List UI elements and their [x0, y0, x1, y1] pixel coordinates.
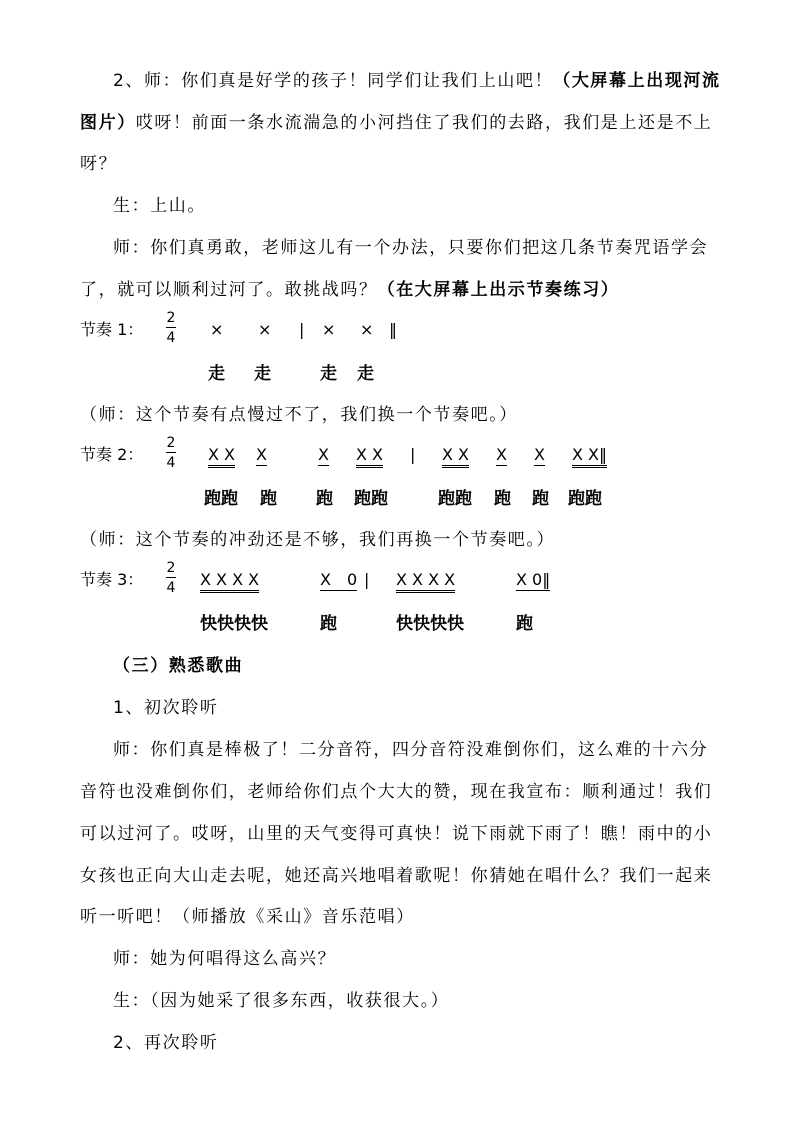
paragraph-3-line-2: 音符也没难倒你们，老师给你们点个大大的赞，现在我宣布：顺利通过！我们	[80, 782, 713, 802]
text: 了，就可以顺利过河了。敢挑战吗？	[80, 280, 378, 300]
paragraph-1-line-2	[80, 111, 712, 135]
student-reply-2: 生：（因为她采了很多东西，收获很大。）	[113, 991, 450, 1011]
rhythm-2-beat	[256, 445, 267, 465]
eighth-note: X	[256, 445, 267, 464]
rhythm-2-word: 跑跑	[438, 489, 472, 509]
teacher-question: 师：她为何唱得这么高兴？	[113, 949, 337, 969]
paragraph-3-line-1: 师：你们真是棒极了！二分音符，四分音符没难倒你们，这么难的十六分	[113, 740, 709, 760]
rhythm-2-beat	[208, 445, 235, 465]
rhythm-1-note: ×	[360, 320, 374, 339]
rhythm-2-beat	[356, 445, 383, 465]
sixteenth-group: X X X X	[396, 570, 455, 593]
rhythm-1-barline: |	[299, 320, 305, 339]
rhythm-2-label: 节奏 2：	[80, 445, 144, 464]
rhythm-2-word: 跑	[316, 489, 333, 509]
rhythm-1-word: 走	[208, 364, 225, 384]
section-heading: （三）熟悉歌曲	[113, 656, 244, 676]
sixteenth-pair: X X	[356, 445, 383, 468]
time-signature-top: 2	[166, 310, 176, 326]
rhythm-1-word: 走	[357, 364, 374, 384]
rhythm-2-word: 跑跑	[204, 489, 238, 509]
rhythm-2-beat	[534, 445, 545, 465]
rhythm-2-word: 跑	[260, 489, 277, 509]
paragraph-3-line-3: 可以过河了。哎呀，山里的天气变得可真快！说下雨就下雨了！瞧！雨中的小	[80, 824, 713, 844]
rhythm-2-beat	[496, 445, 507, 465]
rhythm-3-label: 节奏 3：	[80, 570, 144, 589]
student-reply-1: 生：上山。	[113, 196, 206, 216]
eighth-note-rest: X 0	[320, 570, 358, 589]
text: 2、师：你们真是好学的孩子！同学们让我们上山吧！	[113, 71, 554, 91]
rhythm-2-word: 跑跑	[568, 489, 602, 509]
time-signature-top: 2	[166, 435, 176, 451]
rhythm-3-beat	[320, 570, 357, 590]
rhythm-2-word: 跑	[532, 489, 549, 509]
rhythm-2-word: 跑跑	[354, 489, 388, 509]
eighth-note: X	[534, 445, 545, 464]
paragraph-3-line-4: 女孩也正向大山走去呢，她还高兴地唱着歌呢！你猜她在唱什么？我们一起来	[80, 866, 713, 886]
rhythm-2-beat	[572, 445, 607, 465]
rhythm-1-note: ×	[210, 320, 224, 339]
rhythm-2-word: 跑	[494, 489, 511, 509]
text: 哎呀！前面一条水流湍急的小河挡住了我们的去路，我们是上还是不上	[135, 113, 713, 133]
rhythm-3-beat	[516, 570, 550, 590]
bold-text: （在大屏幕上出示节奏练习）	[377, 280, 620, 300]
sixteenth-pair: X X	[442, 445, 469, 468]
eighth-note: X	[496, 445, 507, 464]
bold-text: 图片）	[80, 113, 136, 133]
time-signature-bottom: 4	[166, 455, 176, 471]
rhythm-3-word: 快快快快	[200, 614, 268, 634]
rhythm-1-word: 走	[320, 364, 337, 384]
rhythm-3-word: 跑	[516, 614, 533, 634]
rhythm-1-word: 走	[254, 364, 271, 384]
time-signature-line	[166, 577, 176, 578]
paragraph-2-line-2	[80, 278, 619, 302]
rhythm-3-word: 快快快快	[396, 614, 464, 634]
rhythm-3-barline: |	[364, 570, 370, 589]
rhythm-2-beat	[442, 445, 469, 465]
rhythm-1-end-barline: ‖	[389, 320, 397, 339]
paragraph-2-line-1: 师：你们真勇敢，老师这儿有一个办法，只要你们把这几条节奏咒语学会	[113, 238, 709, 258]
step-heading: 2、再次聆听	[113, 1033, 219, 1053]
rhythm-1-label: 节奏 1：	[80, 320, 144, 339]
bold-text: （大屏幕上出现河流	[553, 71, 721, 91]
sixteenth-group: X X X X	[200, 570, 259, 593]
sixteenth-pair: X X	[208, 445, 235, 468]
rhythm-3-word: 跑	[320, 614, 337, 634]
eighth-note-rest-end: X 0‖	[516, 570, 551, 589]
rhythm-2-comment: （师：这个节奏的冲劲还是不够，我们再换一个节奏吧。）	[80, 530, 556, 550]
rhythm-2-barline: |	[410, 445, 416, 464]
time-signature-top: 2	[166, 560, 176, 576]
rhythm-2-beat	[318, 445, 329, 465]
time-signature-line	[166, 327, 176, 328]
time-signature-bottom: 4	[166, 330, 176, 346]
rhythm-3-beat	[396, 570, 455, 590]
rhythm-1-comment: （师：这个节奏有点慢过不了，我们换一个节奏吧。）	[80, 405, 518, 425]
step-heading: 1、初次聆听	[113, 698, 219, 718]
rhythm-1-note: ×	[322, 320, 336, 339]
paragraph-3-line-5: 听一听吧！（师播放《采山》音乐范唱）	[80, 907, 415, 927]
rhythm-3-beat	[200, 570, 259, 590]
rhythm-1-note: ×	[258, 320, 272, 339]
eighth-note: X	[318, 445, 329, 464]
time-signature-line	[166, 452, 176, 453]
sixteenth-pair-end: X X‖	[572, 445, 607, 468]
paragraph-1-line-1	[113, 69, 721, 93]
time-signature-bottom: 4	[166, 580, 176, 596]
paragraph-1-line-3: 呀？	[80, 154, 118, 174]
